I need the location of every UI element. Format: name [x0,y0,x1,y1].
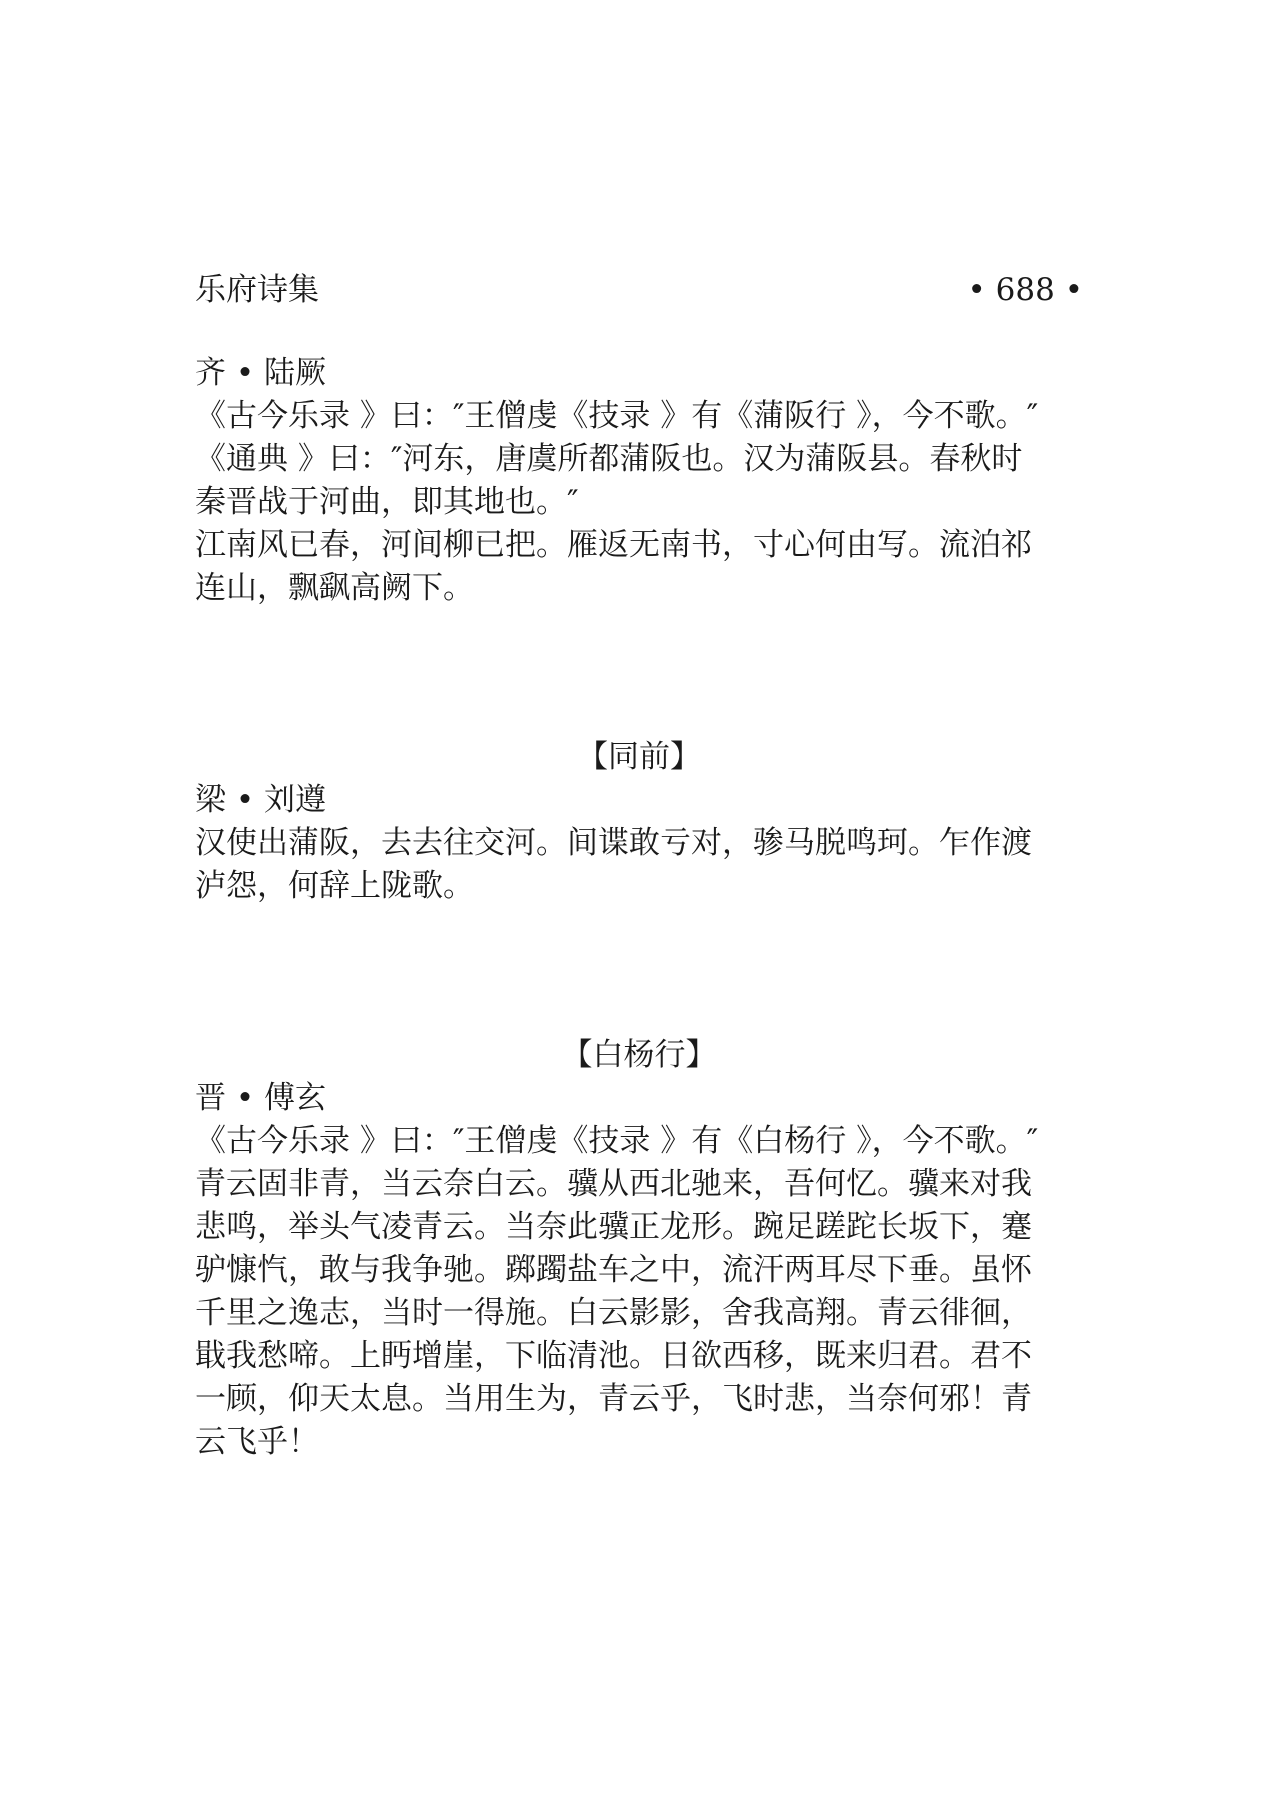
page-header [195,268,1083,312]
book-title: 乐府诗集 [195,272,319,308]
poem-text: 青云固非青，当云奈白云。骥从西北驰来，吾何忆。骥来对我 悲鸣，举头气凌青云。当奈此骥正龙形。踠足蹉跎长坂下，蹇 驴慷忾，敢与我争驰。踯躅盐车之中，流汗两耳尽下垂。虽怀 千里之逸志，当时一得施。白云影影，舍我高翔。青云徘徊， 戢我愁啼。上眄增崖，下临清池。日欲西移，既来归君。君不 一顾，仰天太息。当用生为，青云乎，飞时悲，当奈何邪！青 云飞乎！ [195,1166,1032,1460]
page-content [195,352,1083,1464]
poem-text: 江南风已春，河间柳已把。雁返无南书，寸心何由写。流泊祁 连山，飘飖高阙下。 [195,527,1032,606]
page-number: • 688 • [967,272,1083,308]
poem-note: 《古今乐录 》曰：″王僧虔《技录 》有《蒲阪行 》，今不歌。″ 《通典 》曰：″河东，唐虞所都蒲阪也。汉为蒲阪县。春秋时 秦晋战于河曲，即其地也。″ [195,398,1039,520]
poem-text: 汉使出蒲阪，去去往交河。间谍敢亏对，骖马脱鸣珂。乍作渡 泸怨，何辞上陇歌。 [195,825,1032,904]
poem-author: 齐 • 陆厥 [195,355,326,391]
poem-author: 晋 • 傅玄 [195,1080,326,1116]
poem-note: 《古今乐录 》曰：″王僧虔《技录 》有《白杨行 》，今不歌。″ [195,1123,1039,1159]
poem-section-pubanxing [195,352,1083,610]
poem-section-baiyangxing [195,1034,1083,1464]
poem-title: 【白杨行】 [561,1037,717,1073]
poem-title: 【同前】 [577,739,701,775]
poem-author: 梁 • 刘遵 [195,782,326,818]
poem-section-tongqian [195,736,1083,908]
